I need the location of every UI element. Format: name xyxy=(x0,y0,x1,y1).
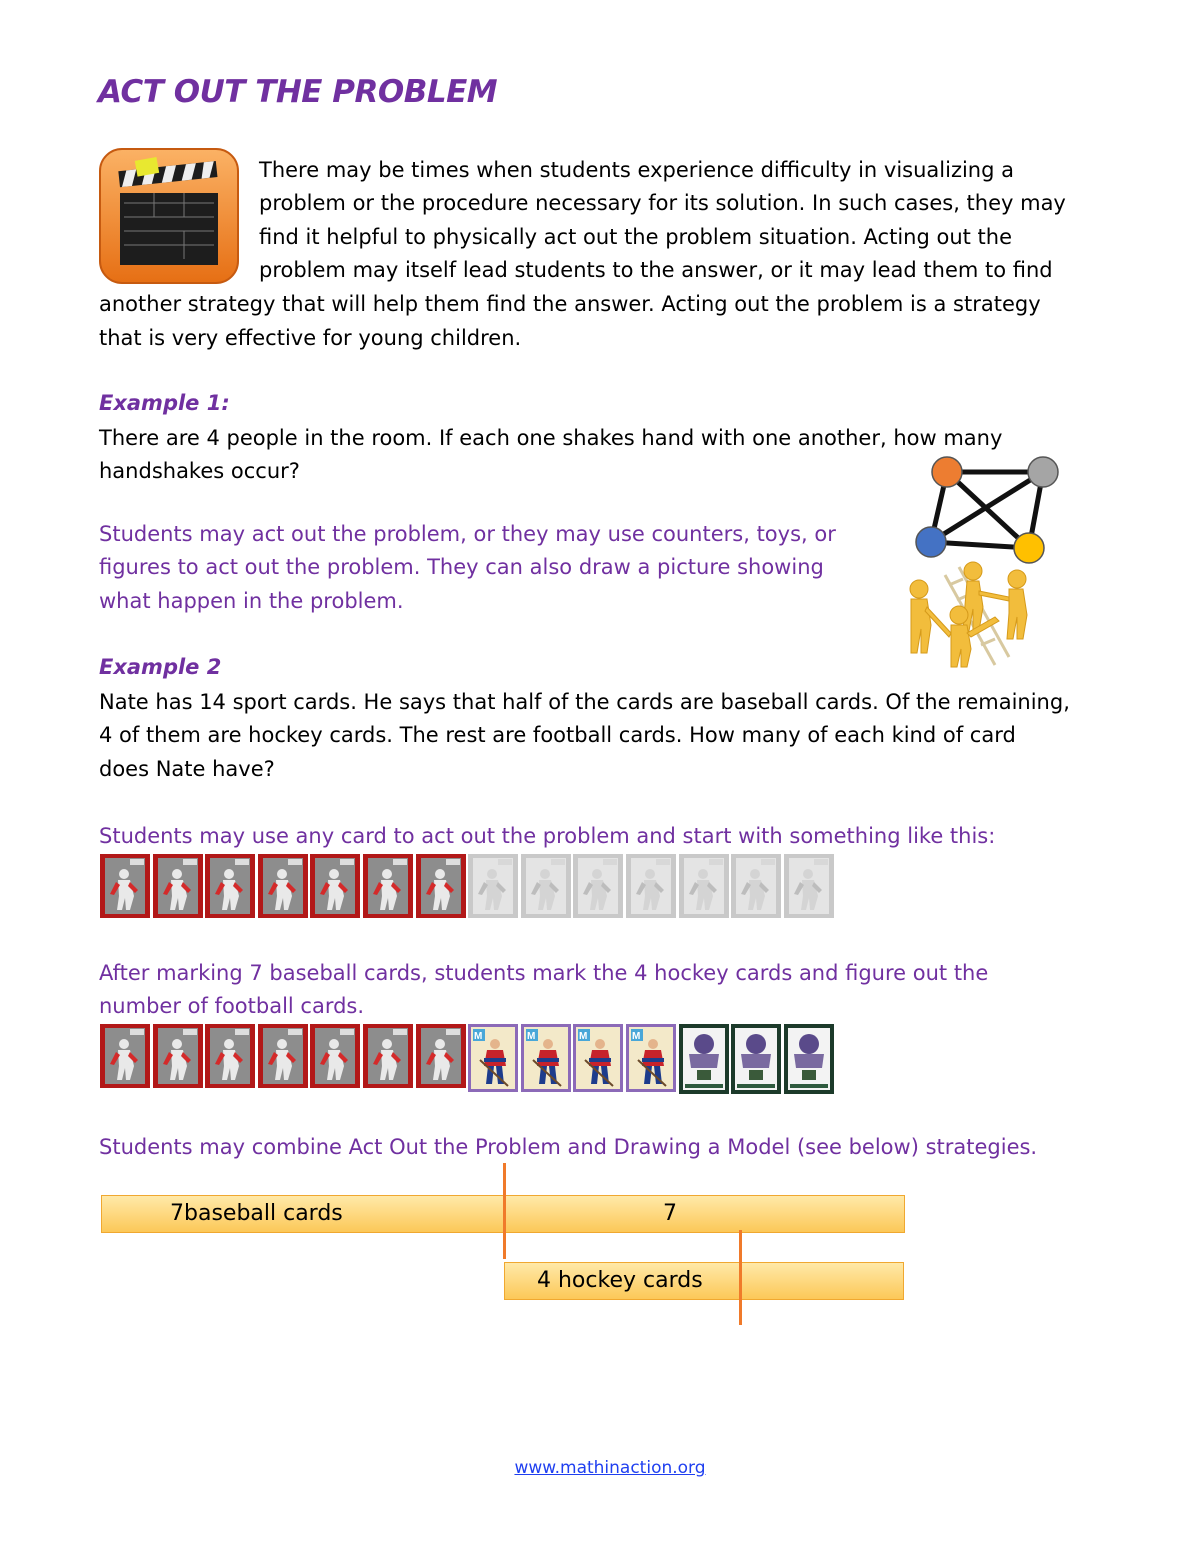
grey-card-image xyxy=(626,854,676,918)
model-bar-baseball-label: 7baseball cards xyxy=(170,1201,343,1226)
cards-row-initial xyxy=(100,854,836,920)
hockey-card-image xyxy=(626,1024,676,1092)
clapperboard-icon xyxy=(98,147,240,285)
cards-row-marked xyxy=(100,1024,836,1094)
model-divider-line-1 xyxy=(503,1163,506,1259)
baseball-card-image xyxy=(205,1024,255,1088)
example2-after-line-1: After marking 7 baseball cards, students mark the 4 hockey cards and figure out the xyxy=(99,961,989,985)
svg-text:M: M xyxy=(474,1031,483,1042)
example2-question-line-1: Nate has 14 sport cards. He says that half of the cards are baseball cards. Of the remaining, xyxy=(99,690,1070,714)
baseball-card-image xyxy=(258,854,308,918)
grey-card-image xyxy=(731,854,781,918)
grey-card-image xyxy=(468,854,518,918)
model-bar-hockey xyxy=(504,1262,904,1300)
example2-combine-text: Students may combine Act Out the Problem and Drawing a Model (see below) strategies. xyxy=(99,1135,1038,1159)
football-card-image xyxy=(679,1024,729,1094)
baseball-card-image xyxy=(100,854,150,918)
example2-start-text: Students may use any card to act out the problem and start with something like this: xyxy=(99,824,996,848)
baseball-card-image xyxy=(310,854,360,918)
svg-text:M: M xyxy=(631,1031,641,1042)
page-title: ACT OUT THE PROBLEM xyxy=(98,74,498,110)
grey-card-image xyxy=(521,854,571,918)
grey-card-image xyxy=(679,854,729,918)
baseball-card-image xyxy=(153,1024,203,1088)
intro-line-4: problem may itself lead students to the answer, or it may lead them to find xyxy=(259,258,1053,282)
intro-line-1: There may be times when students experience difficulty in visualizing a xyxy=(259,158,1014,182)
baseball-card-image xyxy=(310,1024,360,1088)
baseball-card-image xyxy=(416,1024,466,1088)
baseball-card-image xyxy=(205,854,255,918)
hockey-card-image xyxy=(521,1024,571,1092)
example1-question-line-1: There are 4 people in the room. If each one shakes hand with one another, how many xyxy=(99,426,1003,450)
grey-card-image xyxy=(573,854,623,918)
svg-text:M: M xyxy=(526,1031,536,1042)
intro-line-2: problem or the procedure necessary for its solution. In such cases, they may xyxy=(259,191,1066,215)
graph-node-orange xyxy=(932,457,962,487)
grey-card-image xyxy=(784,854,834,918)
baseball-card-image xyxy=(258,1024,308,1088)
hockey-card-image xyxy=(573,1024,623,1092)
svg-text:M: M xyxy=(579,1031,588,1042)
model-divider-line-2 xyxy=(739,1230,742,1325)
example1-heading: Example 1: xyxy=(99,391,230,415)
football-card-image xyxy=(784,1024,834,1094)
example2-question-line-3: does Nate have? xyxy=(99,757,275,781)
intro-line-3: find it helpful to physically act out the problem situation. Acting out the xyxy=(259,225,1012,249)
example2-question-line-2: 4 of them are hockey cards. The rest are football cards. How many of each kind of card xyxy=(99,723,1016,747)
hockey-card-image xyxy=(468,1024,518,1092)
example1-answer-line-1: Students may act out the problem, or they may use counters, toys, or xyxy=(99,522,836,546)
baseball-card-image xyxy=(100,1024,150,1088)
footer-website-link[interactable]: www.mathinaction.org xyxy=(514,1458,706,1478)
graph-node-grey xyxy=(1028,457,1058,487)
example1-question-line-2: handshakes occur? xyxy=(99,459,300,483)
example2-after-line-2: number of football cards. xyxy=(99,994,365,1018)
model-bar-hockey-label: 4 hockey cards xyxy=(537,1268,703,1293)
intro-line-6: that is very effective for young children. xyxy=(99,326,522,350)
football-card-image xyxy=(731,1024,781,1094)
baseball-card-image xyxy=(363,1024,413,1088)
baseball-card-image xyxy=(153,854,203,918)
model-bar-remaining-label: 7 xyxy=(663,1201,677,1226)
people-holding-hands-clipart xyxy=(875,545,1045,670)
example2-heading: Example 2 xyxy=(99,655,222,679)
baseball-card-image xyxy=(363,854,413,918)
intro-line-5: another strategy that will help them find the answer. Acting out the problem is a strategy xyxy=(99,292,1041,316)
baseball-card-image xyxy=(416,854,466,918)
example1-answer-line-3: what happen in the problem. xyxy=(99,589,404,613)
example1-answer-line-2: figures to act out the problem. They can also draw a picture showing xyxy=(99,555,824,579)
